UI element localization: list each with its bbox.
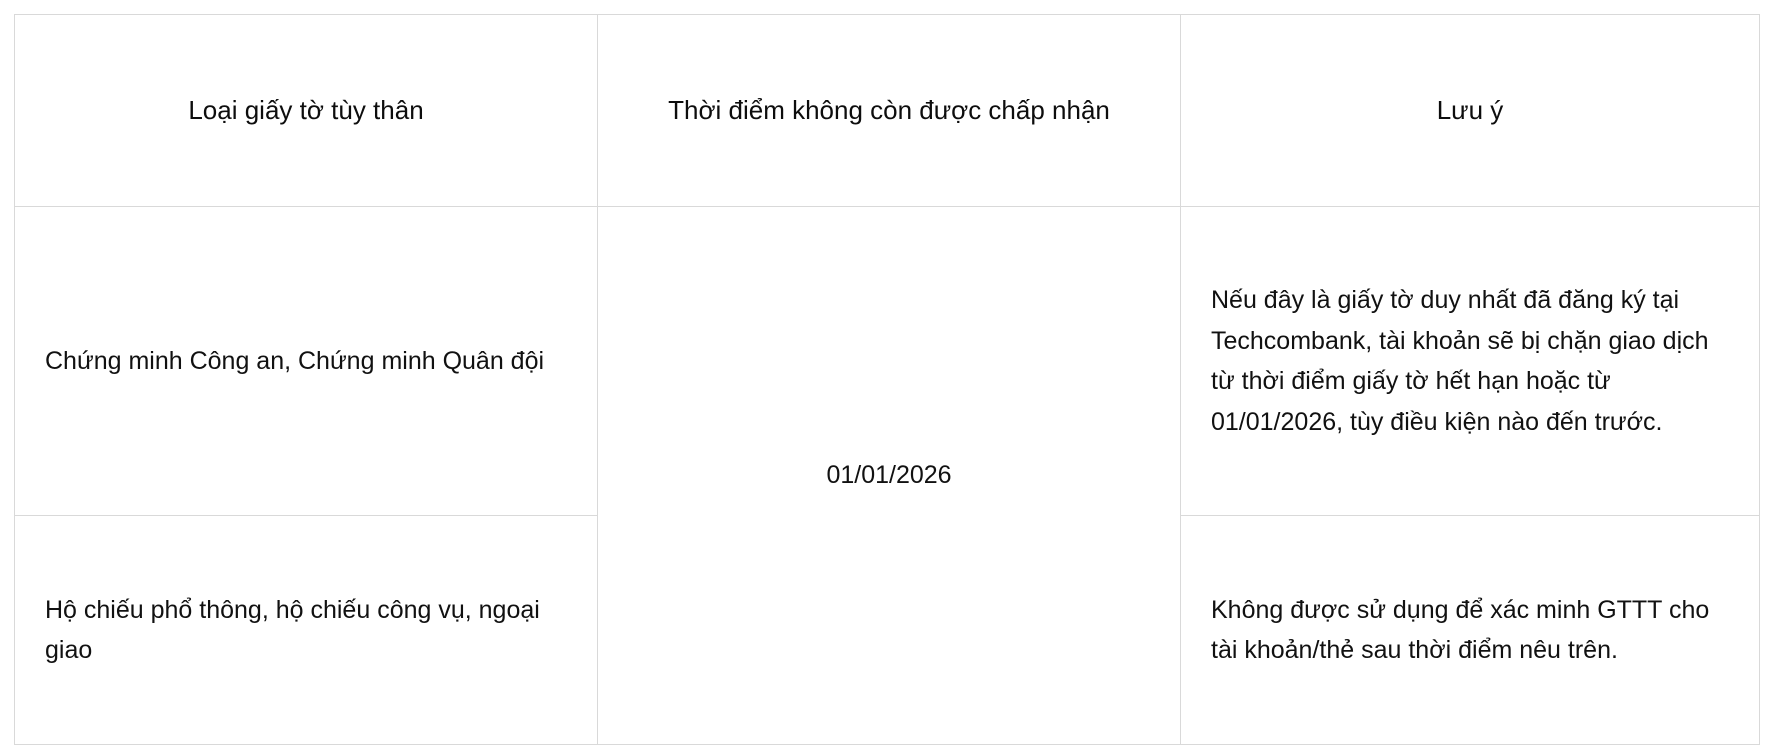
column-header-note: Lưu ý [1181,15,1760,207]
column-header-expiry-date: Thời điểm không còn được chấp nhận [598,15,1181,207]
table-header [15,15,1760,207]
identity-document-table [14,14,1760,745]
cell-document-type: Hộ chiếu phổ thông, hộ chiếu công vụ, ngoại giao [15,516,598,745]
cell-document-type: Chứng minh Công an, Chứng minh Quân đội [15,207,598,516]
cell-note: Nếu đây là giấy tờ duy nhất đã đăng ký tại Techcombank, tài khoản sẽ bị chặn giao dịch từ thời điểm giấy tờ hết hạn hoặc từ 01/01/2026, tùy điều kiện nào đến trước. [1181,207,1760,516]
table-header-row [15,15,1760,207]
column-header-document-type: Loại giấy tờ tùy thân [15,15,598,207]
table-row [15,207,1760,516]
cell-expiry-date: 01/01/2026 [598,207,1181,745]
table-body [15,207,1760,745]
cell-note: Không được sử dụng để xác minh GTTT cho tài khoản/thẻ sau thời điểm nêu trên. [1181,516,1760,745]
